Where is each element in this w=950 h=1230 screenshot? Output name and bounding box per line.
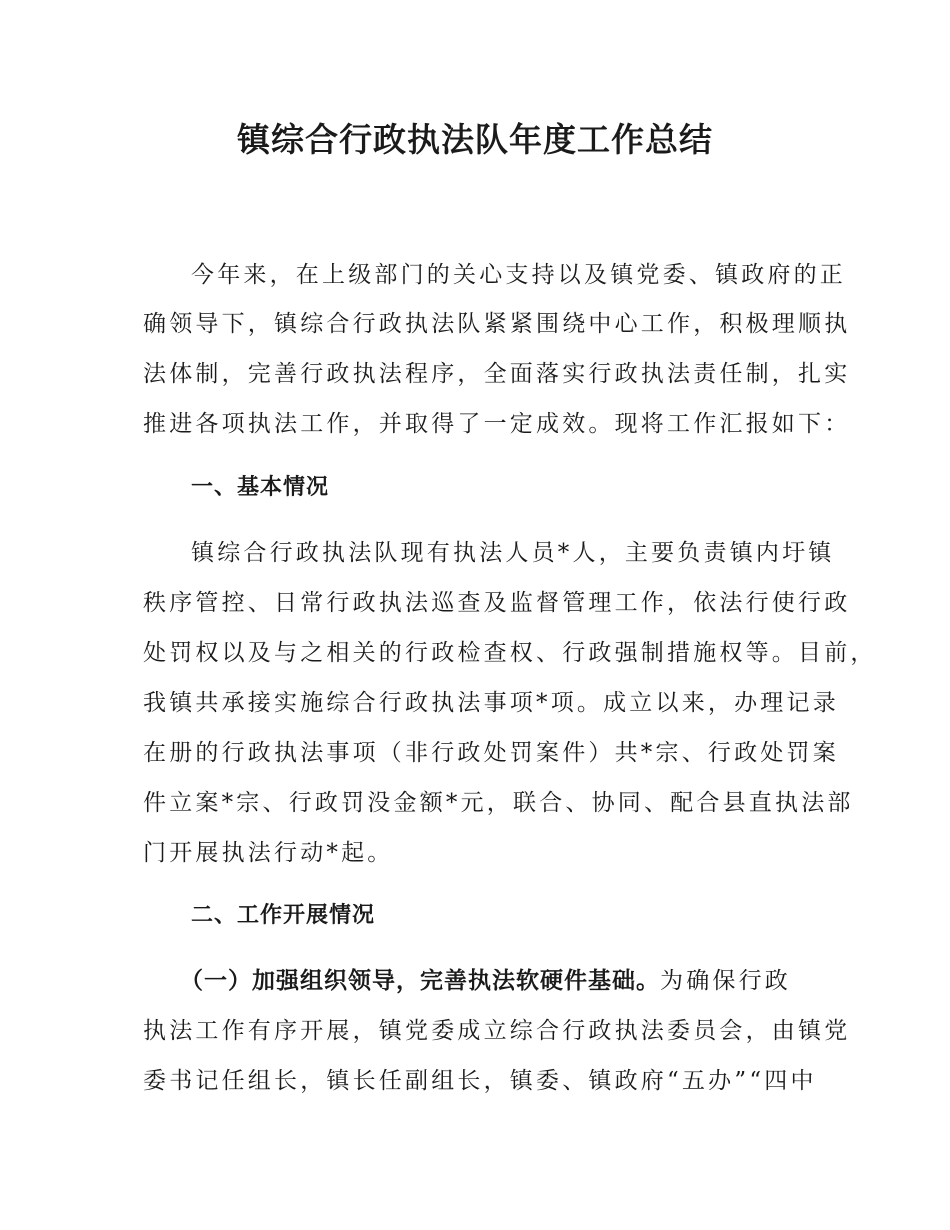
section2-sub1-lead: （一）加强组织领导，完善执法软硬件基础。 bbox=[180, 968, 660, 994]
intro-line-3: 法体制，完善行政执法程序，全面落实行政执法责任制，扎实 bbox=[143, 361, 851, 387]
section2-heading: 二、工作开展情况 bbox=[191, 903, 376, 928]
section1-heading: 一、基本情况 bbox=[191, 475, 330, 500]
section2-sub1-line-1-rest: 为确保行政 bbox=[660, 968, 791, 994]
section1-line-4: 我镇共承接实施综合行政执法事项*项。成立以来，办理记录 bbox=[143, 690, 839, 716]
document-title: 镇综合行政执法队年度工作总结 bbox=[237, 120, 713, 159]
section2-sub1-line-2: 执法工作有序开展，镇党委成立综合行政执法委员会，由镇党 bbox=[143, 1018, 851, 1044]
intro-line-2: 确领导下，镇综合行政执法队紧紧围绕中心工作，积极理顺执 bbox=[143, 311, 851, 337]
section1-line-5: 在册的行政执法事项（非行政处罚案件）共*宗、行政处罚案 bbox=[143, 740, 839, 766]
intro-line-1: 今年来，在上级部门的关心支持以及镇党委、镇政府的正 bbox=[191, 262, 846, 288]
section2-sub1-line-1 bbox=[180, 963, 791, 999]
section1-line-6: 件立案*宗、行政罚没金额*元，联合、协同、配合县直执法部 bbox=[143, 790, 854, 816]
section1-line-7: 门开展执法行动*起。 bbox=[143, 840, 394, 866]
intro-line-4: 推进各项执法工作，并取得了一定成效。现将工作汇报如下： bbox=[143, 411, 851, 437]
section1-line-1: 镇综合行政执法队现有执法人员*人，主要负责镇内圩镇 bbox=[191, 540, 835, 566]
section2-sub1-line-3: 委书记任组长，镇长任副组长，镇委、镇政府“五办”“四中 bbox=[143, 1068, 817, 1094]
section1-line-2: 秩序管控、日常行政执法巡查及监督管理工作，依法行使行政 bbox=[143, 590, 851, 616]
section1-line-3: 处罚权以及与之相关的行政检查权、行政强制措施权等。目前， bbox=[143, 640, 877, 666]
